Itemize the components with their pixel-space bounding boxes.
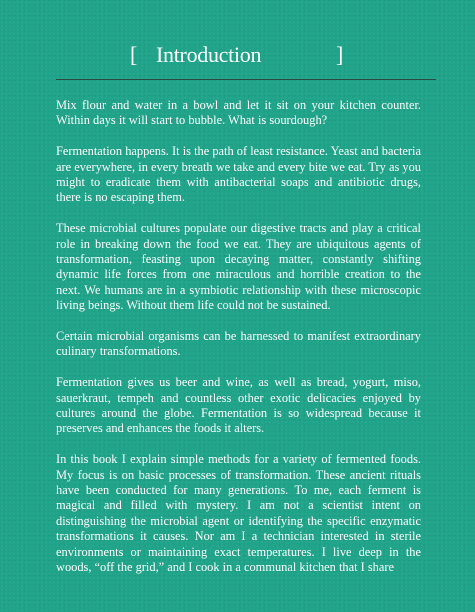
- chapter-body: [56, 98, 421, 591]
- chapter-title: Introduction: [156, 42, 262, 67]
- paragraph-1: Mix flour and water in a bowl and let it sit on your kitchen counter. Within days it will start to bubble. What is sourdough?: [56, 98, 421, 128]
- paragraph-4: Certain microbial organisms can be harnessed to manifest extraordinary culinary transformations.: [56, 329, 421, 359]
- paragraph-6: In this book I explain simple methods for a variety of fermented foods. My focus is on basic processes of transformation. These ancient rituals have been conducted for many generations. To me, each ferment is magical and filled with mystery. I am not a scientist intent on distinguishing the microbial agent or identifying the specific enzymatic transformations it causes. Nor am I a technician interested in sterile environments or maintaining exact temperatures. I live deep in the woods, “off the grid,” and I cook in a communal kitchen that I share: [56, 452, 421, 575]
- paragraph-3: These microbial cultures populate our digestive tracts and play a critical role in breaking down the food we eat. They are ubiquitous agents of transformation, feasting upon decaying matter, constantly shifting dynamic life forces from one miraculous and horrible creation to the next. We humans are in a symbiotic relationship with these microscopic living beings. Without them life could not be sustained.: [56, 221, 421, 313]
- header-divider: [56, 79, 436, 80]
- header-bracket-close: ]: [336, 42, 344, 67]
- paragraph-5: Fermentation gives us beer and wine, as well as bread, yogurt, miso, sauerkraut, tempeh and countless other exotic delicacies enjoyed by cultures around the globe. Fermentation is so widespread because it preserves and enhances the foods it alters.: [56, 375, 421, 436]
- header-bracket-open: [: [130, 42, 138, 67]
- chapter-header: [56, 40, 436, 80]
- paragraph-2: Fermentation happens. It is the path of least resistance. Yeast and bacteria are everywhere, in every breath we take and every bite we eat. Try as you might to eradicate them with antibacterial soaps and antibiotic drugs, there is no escaping them.: [56, 144, 421, 205]
